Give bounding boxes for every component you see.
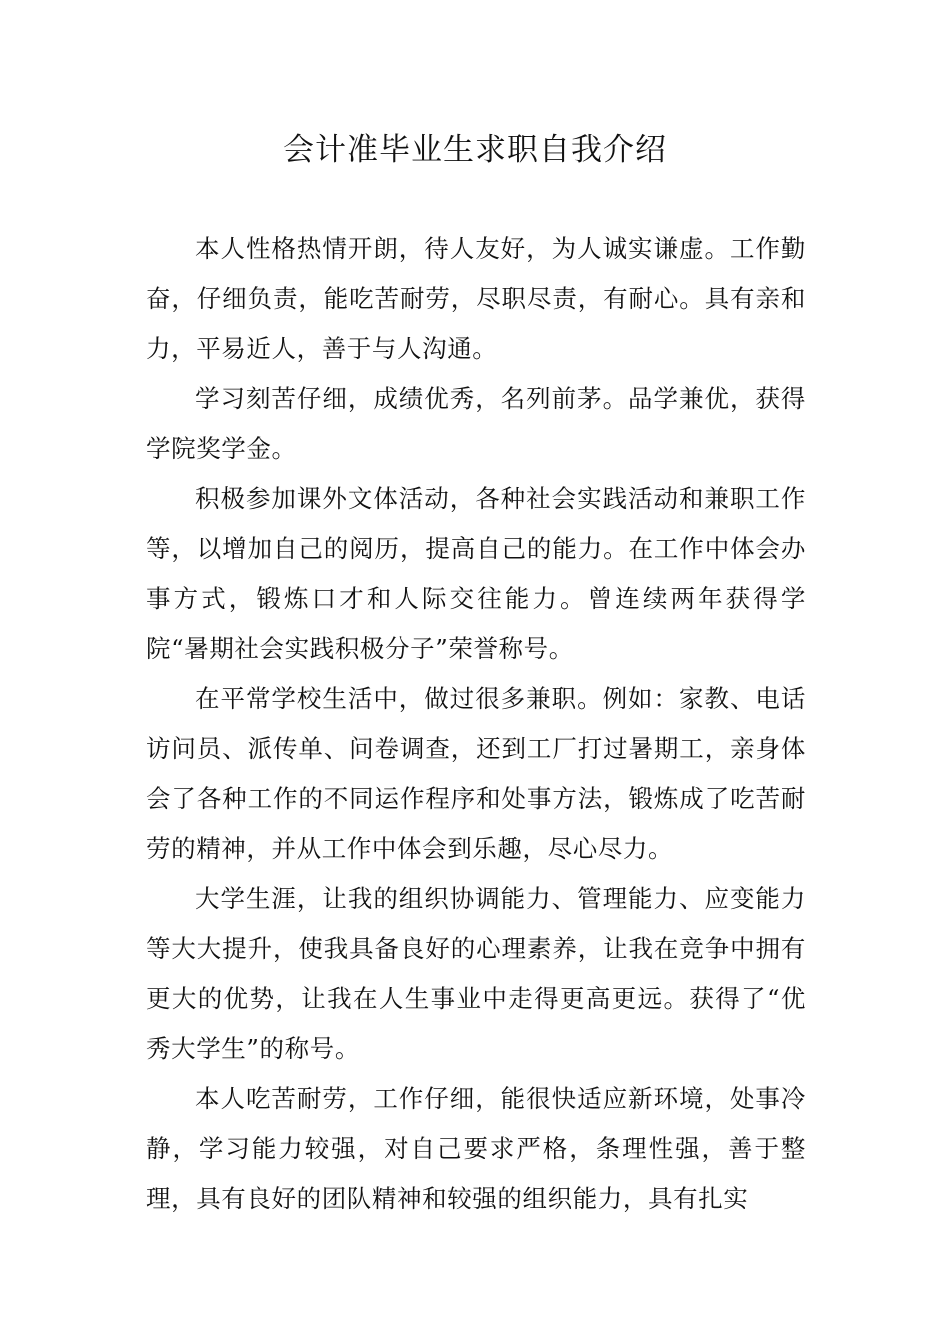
paragraph-activities: 积极参加课外文体活动，各种社会实践活动和兼职工作等，以增加自己的阅历，提高自己的能力。在工作中体会办事方式，锻炼口才和人际交往能力。曾连续两年获得学院“暑期社会实践积极分子”荣誉称号。 bbox=[146, 484, 806, 663]
paragraph-summary: 本人吃苦耐劳，工作仔细，能很快适应新环境，处事冷静，学习能力较强，对自己要求严格，条理性强，善于整理，具有良好的团队精神和较强的组织能力，具有扎实 bbox=[146, 1084, 806, 1213]
paragraph-part-time-jobs: 在平常学校生活中，做过很多兼职。例如：家教、电话访问员、派传单、问卷调查，还到工厂打过暑期工，亲身体会了各种工作的不同运作程序和处事方法，锻炼成了吃苦耐劳的精神，并从工作中体会到乐趣，尽心尽力。 bbox=[146, 684, 806, 863]
paragraph-personality: 本人性格热情开朗，待人友好，为人诚实谦虚。工作勤奋，仔细负责，能吃苦耐劳，尽职尽责，有耐心。具有亲和力，平易近人，善于与人沟通。 bbox=[146, 234, 806, 363]
document-title: 会计准毕业生求职自我介绍 bbox=[283, 132, 667, 168]
paragraph-study: 学习刻苦仔细，成绩优秀，名列前茅。品学兼优，获得学院奖学金。 bbox=[146, 384, 806, 463]
paragraph-university-life: 大学生涯，让我的组织协调能力、管理能力、应变能力等大大提升，使我具备良好的心理素养，让我在竞争中拥有更大的优势，让我在人生事业中走得更高更远。获得了“优秀大学生”的称号。 bbox=[146, 884, 806, 1063]
document-body bbox=[146, 224, 806, 1224]
